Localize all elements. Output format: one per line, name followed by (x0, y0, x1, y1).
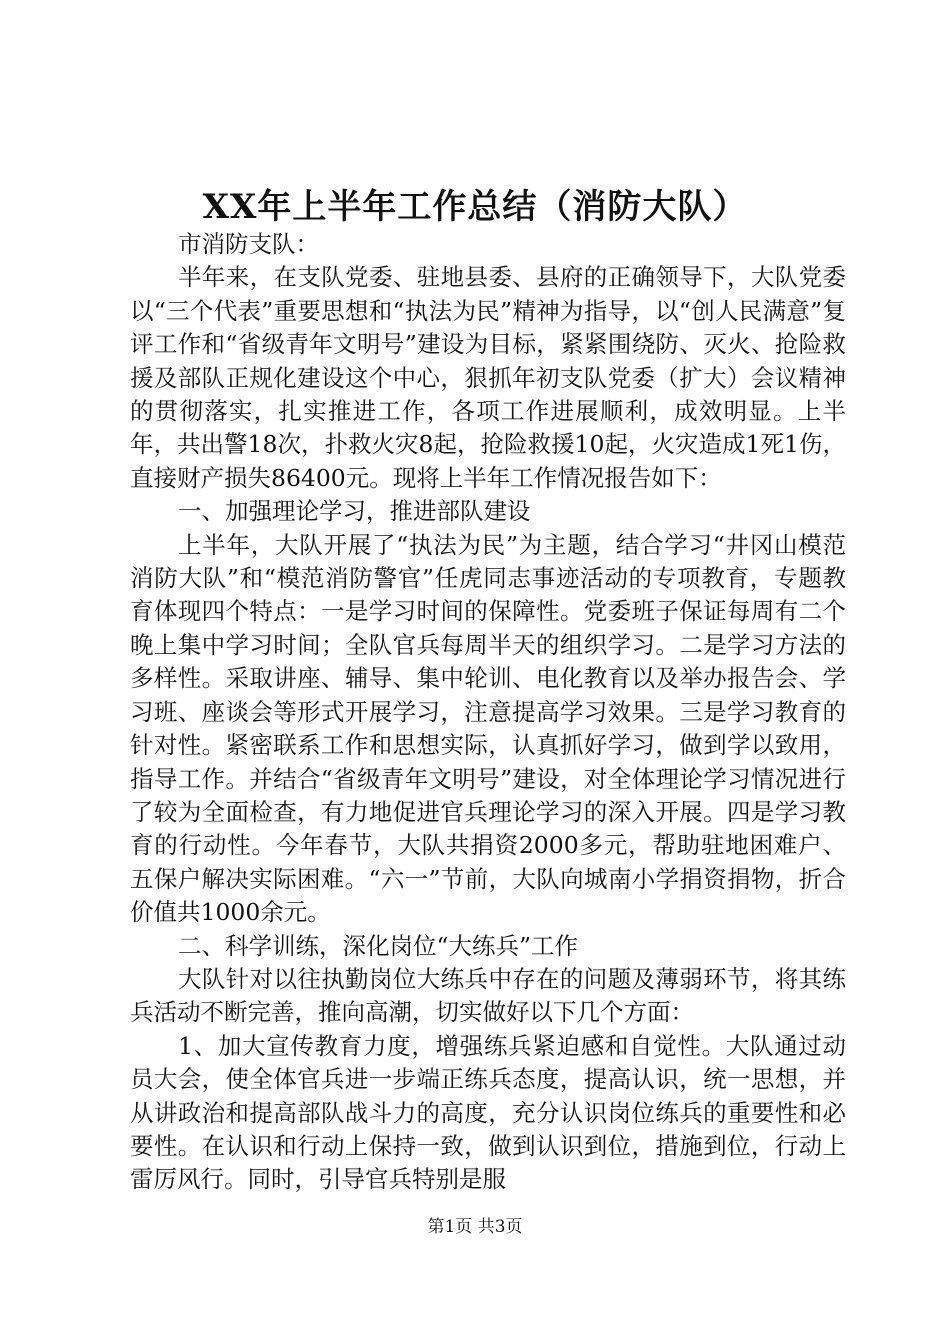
section-1-paragraph: 上半年，大队开展了“执法为民”为主题，结合学习“井冈山模范消防大队”和“模范消防警官”任虎同志事迹活动的专项教育，专题教育体现四个特点：一是学习时间的保障性。党委班子保证每周有二个晚上集中学习时间；全队官兵每周半天的组织学习。二是学习方法的多样性。采取讲座、辅导、集中轮训、电化教育以及举办报告会、学习班、座谈会等形式开展学习，注意提高学习效果。三是学习教育的针对性。紧密联系工作和思想实际，认真抓好学习，做到学以致用，指导工作。并结合“省级青年文明号”建设，对全体理论学习情况进行了较为全面检查，有力地促进官兵理论学习的深入开展。四是学习教育的行动性。今年春节，大队共捐资2000多元，帮助驻地困难户、五保户解决实际困难。“六一”节前，大队向城南小学捐资捐物，折合价值共1000余元。 (130, 530, 846, 927)
document-title: XX年上半年工作总结（消防大队） (202, 187, 748, 227)
document-body (130, 228, 846, 1197)
section-heading-1: 一、加强理论学习，推进部队建设 (178, 497, 531, 526)
section-heading-2: 二、科学训练，深化岗位“大练兵”工作 (178, 931, 579, 960)
section-2-item-1: 1、加大宣传教育力度，增强练兵紧迫感和自觉性。大队通过动员大会，使全体官兵进一步端正练兵态度，提高认识，统一思想，并从讲政治和提高部队战斗力的高度，充分认识岗位练兵的重要性和必要性。在认识和行动上保持一致，做到认识到位，措施到位，行动上雷厉风行。同时，引导官兵特别是服 (130, 1031, 846, 1194)
intro-paragraph: 半年来，在支队党委、驻地县委、县府的正确领导下，大队党委以“三个代表”重要思想和“执法为民”精神为指导，以“创人民满意”复评工作和“省级青年文明号”建设为目标，紧紧围绕防、灭火、抢险救援及部队正规化建设这个中心，狠抓年初支队党委（扩大）会议精神的贯彻落实，扎实推进工作，各项工作进展顺利，成效明显。上半年，共出警18次，扑救火灾8起，抢险救援10起，火灾造成1死1伤，直接财产损失86400元。现将上半年工作情况报告如下： (130, 263, 846, 492)
section-2-paragraph: 大队针对以往执勤岗位大练兵中存在的问题及薄弱环节，将其练兵活动不断完善，推向高潮，切实做好以下几个方面： (130, 964, 846, 1027)
salutation: 市消防支队： (178, 230, 319, 258)
page-footer: 第1页 共3页 (427, 1217, 523, 1237)
